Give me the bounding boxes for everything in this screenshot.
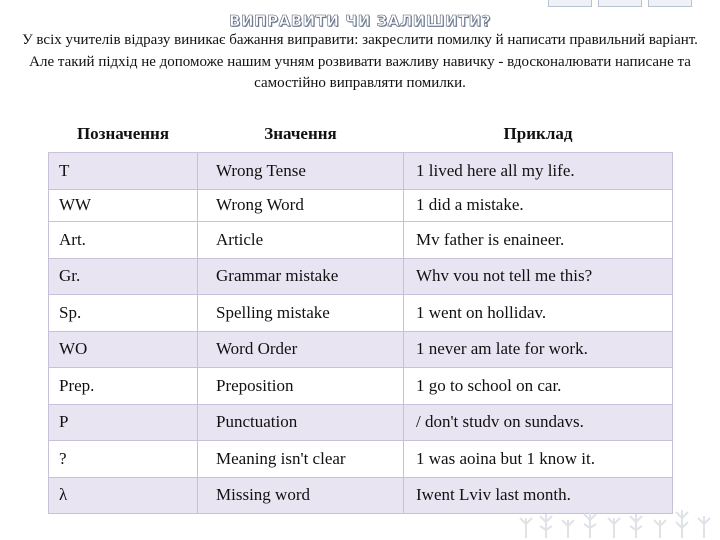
decorative-tab [598,0,642,7]
code-cell: λ [49,477,198,514]
example-cell: Mv father is enaineer. [404,221,673,258]
example-cell: 1 went on hollidav. [404,295,673,332]
example-cell: 1 go to school on car. [404,368,673,405]
error-codes-table [48,116,673,514]
code-cell: Sp. [49,295,198,332]
code-cell: T [49,153,198,190]
intro-paragraph: У всіх учителів відразу виникає бажання виправити: закреслити помилку й написати правильний варіант. Але такий підхід не допоможе нашим учням розвивати важливу навичку - вдосконалювати написане та самостійно виправляти помилки. [22,32,698,91]
header-meaning: Значення [198,116,404,153]
meaning-cell: Punctuation [198,404,404,441]
example-cell: 1 was aoina but 1 know it. [404,441,673,478]
table-row [49,441,673,478]
meaning-cell: Wrong Word [198,189,404,221]
meaning-cell: Wrong Tense [198,153,404,190]
table-row [49,221,673,258]
meaning-cell: Meaning isn't clear [198,441,404,478]
code-cell: ? [49,441,198,478]
code-cell: WO [49,331,198,368]
meaning-cell: Missing word [198,477,404,514]
decorative-plant-pattern [516,504,716,538]
header-code: Позначення [49,116,198,153]
code-cell: WW [49,189,198,221]
example-cell: Iwent Lviv last month. [404,477,673,514]
decorative-tab [548,0,592,7]
table-row [49,153,673,190]
example-cell: 1 never am late for work. [404,331,673,368]
table-row [49,258,673,295]
meaning-cell: Preposition [198,368,404,405]
code-cell: P [49,404,198,441]
meaning-cell: Word Order [198,331,404,368]
slide-top-decoration [548,0,692,7]
code-cell: Prep. [49,368,198,405]
example-cell: / don't studv on sundavs. [404,404,673,441]
meaning-cell: Article [198,221,404,258]
example-cell: Whv vou not tell me this? [404,258,673,295]
table-row [49,189,673,221]
decorative-tab [648,0,692,7]
table-row [49,331,673,368]
table-row [49,404,673,441]
table-row [49,295,673,332]
code-cell: Art. [49,221,198,258]
code-cell: Gr. [49,258,198,295]
table-row [49,368,673,405]
meaning-cell: Spelling mistake [198,295,404,332]
header-example: Приклад [404,116,673,153]
table-header-row [49,116,673,153]
slide-title: ВИПРАВИТИ ЧИ ЗАЛИШИТИ? [229,12,491,30]
example-cell: 1 lived here all my life. [404,153,673,190]
meaning-cell: Grammar mistake [198,258,404,295]
example-cell: 1 did a mistake. [404,189,673,221]
